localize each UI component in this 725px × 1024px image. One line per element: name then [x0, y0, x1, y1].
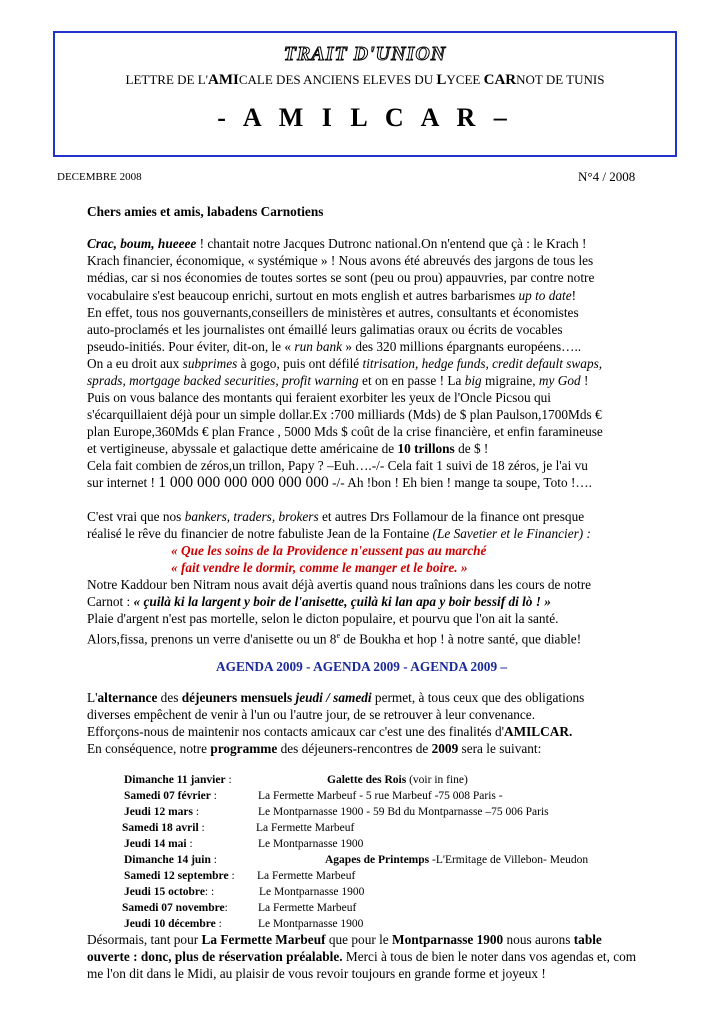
masthead-box [53, 31, 677, 157]
masthead-brand: - A M I L C A R – [217, 103, 513, 132]
greeting: Chers amies et amis, labadens Carnotiens [87, 204, 324, 219]
quote-line-2: « fait vendre le dormir, comme le manger et le boire. » [171, 560, 468, 575]
issue-number: N°4 / 2008 [578, 169, 636, 184]
masthead-subtitle: LETTRE DE L'AMICALE DES ANCIENS ELEVES DU LYCEE CARNOT DE TUNIS [125, 72, 605, 88]
agenda-title: AGENDA 2009 - AGENDA 2009 - AGENDA 2009 – [216, 659, 508, 674]
masthead-title: TRAIT D'UNION [283, 43, 447, 65]
issue-date: DECEMBRE 2008 [57, 171, 142, 183]
quote-line-1: « Que les soins de la Providence n'eussent pas au marché [171, 543, 487, 558]
